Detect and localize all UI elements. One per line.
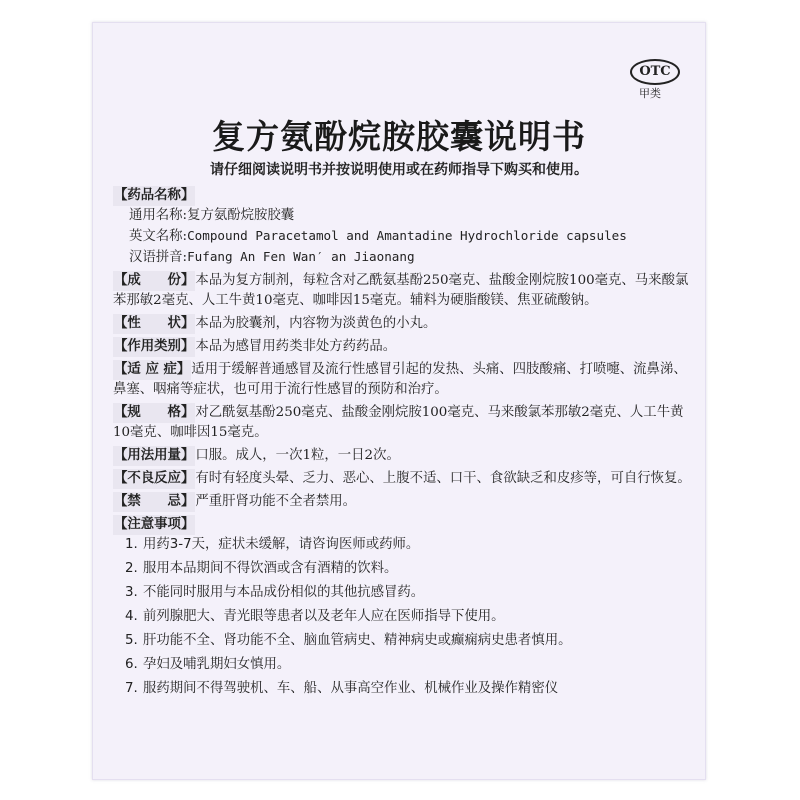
section-indications bbox=[113, 360, 691, 400]
section-text: 适用于缓解普通感冒及流行性感冒引起的发热、头痛、四肢酸痛、打喷嚏、流鼻涕、鼻塞、咽痛等症状，也可用于流行性感冒的预防和治疗。 bbox=[113, 362, 687, 397]
item-text: 用药3-7天，症状未缓解，请咨询医师或药师。 bbox=[143, 537, 420, 552]
section-specification bbox=[113, 403, 691, 443]
item-text: 不能同时服用与本品成份相似的其他抗感冒药。 bbox=[143, 585, 425, 600]
item-number: 7. bbox=[125, 681, 138, 696]
item-text: 服药期间不得驾驶机、车、船、从事高空作业、机械作业及操作精密仪 bbox=[143, 681, 559, 696]
section-text: 有时有轻度头晕、乏力、恶心、上腹不适、口干、食欲缺乏和皮疹等，可自行恢复。 bbox=[195, 471, 691, 486]
list-item bbox=[113, 583, 691, 603]
generic-name-value: 复方氨酚烷胺胶囊 bbox=[187, 208, 295, 223]
item-number: 6. bbox=[125, 657, 138, 672]
item-text: 孕妇及哺乳期妇女慎用。 bbox=[143, 657, 291, 672]
otc-badge: OTC bbox=[630, 59, 680, 85]
english-name-value: Compound Paracetamol and Amantadine Hydrochloride capsules bbox=[187, 228, 627, 243]
section-text: 本品为胶囊剂，内容物为淡黄色的小丸。 bbox=[195, 316, 437, 331]
list-item bbox=[113, 559, 691, 579]
section-header: 【禁 忌】 bbox=[113, 492, 195, 512]
leaflet-sheet bbox=[92, 22, 706, 780]
item-text: 前列腺肥大、青光眼等患者以及老年人应在医师指导下使用。 bbox=[143, 609, 505, 624]
list-item bbox=[113, 535, 691, 555]
item-number: 1. bbox=[125, 537, 138, 552]
section-text: 本品为感冒用药类非处方药药品。 bbox=[195, 339, 397, 354]
section-header: 【注意事项】 bbox=[113, 515, 195, 535]
section-text: 本品为复方制剂，每粒含对乙酰氨基酚250毫克、盐酸金刚烷胺100毫克、马来酸氯苯那敏2毫克、人工牛黄10毫克、咖啡因15毫克。辅料为硬脂酸镁、焦亚硫酸钠。 bbox=[113, 273, 689, 308]
generic-name-label: 通用名称: bbox=[129, 208, 188, 223]
usage-advice: 请仔细阅读说明书并按说明使用或在药师指导下购买和使用。 bbox=[210, 162, 588, 178]
section-header: 【作用类别】 bbox=[113, 337, 195, 357]
item-text: 肝功能不全、肾功能不全、脑血管病史、精神病史或癫痫病史患者慎用。 bbox=[143, 633, 572, 648]
item-number: 4. bbox=[125, 609, 138, 624]
section-header: 【不良反应】 bbox=[113, 469, 195, 489]
section-header: 【规 格】 bbox=[113, 403, 195, 423]
section-header: 【适 应 症】 bbox=[113, 360, 191, 380]
list-item bbox=[113, 631, 691, 651]
list-item bbox=[113, 679, 691, 699]
leaflet-content bbox=[113, 186, 691, 703]
document-title: 复方氨酚烷胺胶囊说明书 bbox=[212, 117, 586, 156]
item-text: 服用本品期间不得饮酒或含有酒精的饮料。 bbox=[143, 561, 398, 576]
precautions-list bbox=[113, 535, 691, 699]
list-item bbox=[113, 655, 691, 675]
item-number: 5. bbox=[125, 633, 138, 648]
section-contraindications bbox=[113, 492, 691, 512]
section-text: 口服。成人，一次1粒，一日2次。 bbox=[195, 448, 400, 463]
english-name-label: 英文名称: bbox=[129, 229, 188, 244]
section-adverse-reactions bbox=[113, 469, 691, 489]
list-item bbox=[113, 607, 691, 627]
section-header: 【用法用量】 bbox=[113, 446, 195, 466]
section-dosage bbox=[113, 446, 691, 466]
otc-category: 甲类 bbox=[639, 87, 661, 100]
section-ingredients bbox=[113, 271, 691, 311]
section-header: 【成 份】 bbox=[113, 271, 195, 291]
pinyin-value: Fufang An Fen Wan′ an Jiaonang bbox=[187, 249, 415, 264]
section-header: 【性 状】 bbox=[113, 314, 195, 334]
item-number: 2. bbox=[125, 561, 138, 576]
section-header: 【药品名称】 bbox=[113, 186, 195, 206]
section-text: 严重肝肾功能不全者禁用。 bbox=[195, 494, 357, 509]
item-number: 3. bbox=[125, 585, 138, 600]
section-text: 对乙酰氨基酚250毫克、盐酸金刚烷胺100毫克、马来酸氯苯那敏2毫克、人工牛黄10毫克、咖啡因15毫克。 bbox=[113, 405, 684, 440]
section-appearance bbox=[113, 314, 691, 334]
section-category bbox=[113, 337, 691, 357]
section-drug-name bbox=[113, 186, 691, 268]
section-precautions bbox=[113, 515, 691, 699]
pinyin-label: 汉语拼音: bbox=[129, 250, 188, 265]
